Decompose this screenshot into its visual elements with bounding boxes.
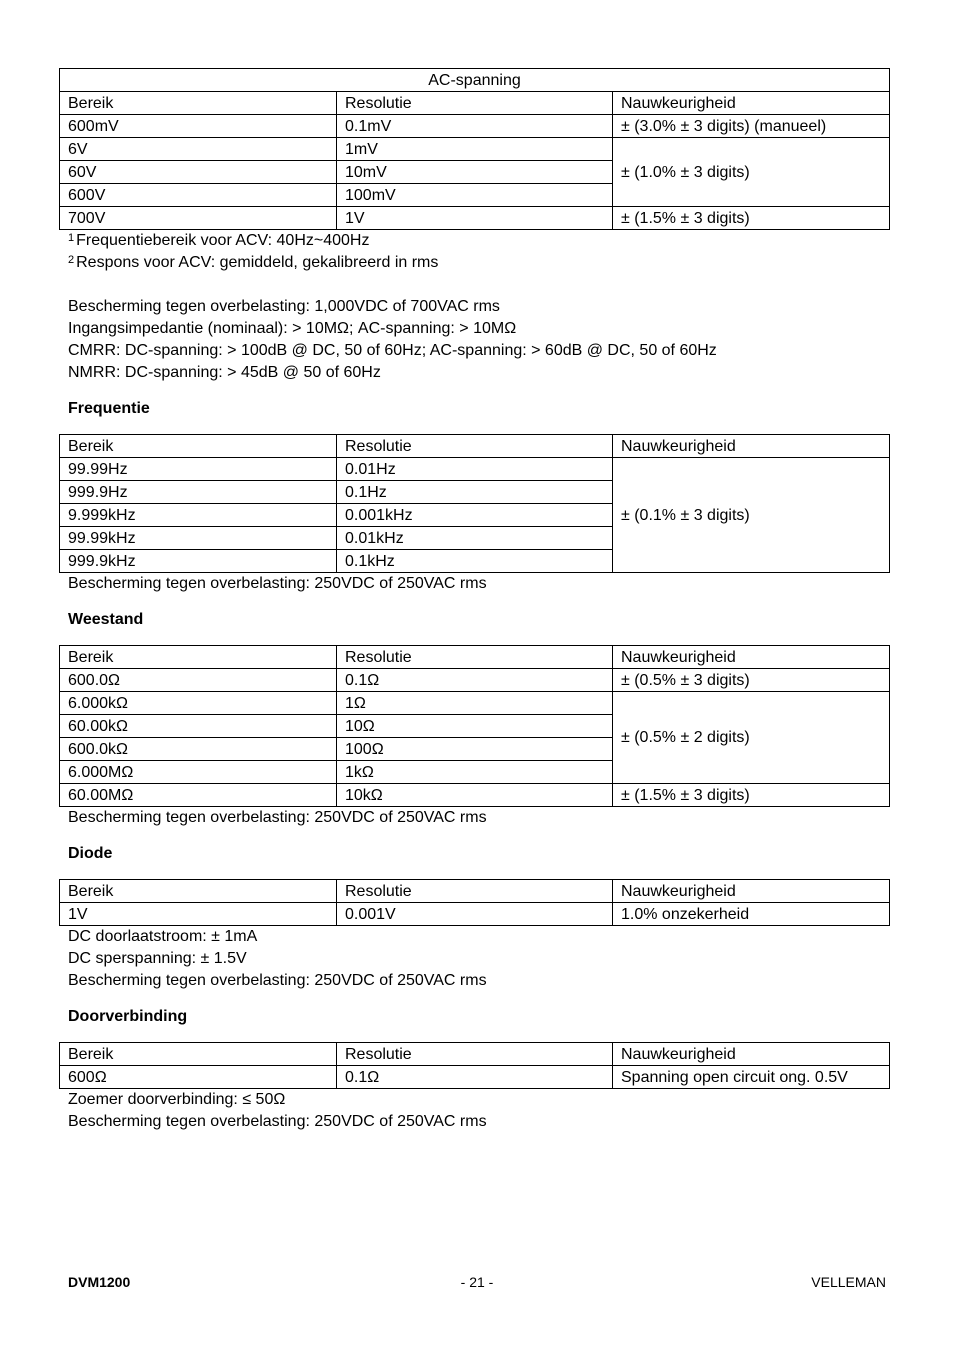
- footnote-text: Respons voor ACV: gemiddeld, gekalibreerd in rms: [76, 254, 439, 271]
- range-cell: 600V: [60, 184, 337, 207]
- range-cell: 600Ω: [60, 1066, 337, 1089]
- range-cell: 1V: [60, 903, 337, 926]
- table-header-row: [60, 435, 890, 458]
- spec-note: Bescherming tegen overbelasting: 250VDC of 250VAC rms: [68, 809, 487, 826]
- resolution-cell: 10kΩ: [337, 784, 613, 807]
- resolution-cell: 0.1Hz: [337, 481, 613, 504]
- header-cell: Resolutie: [337, 1043, 613, 1066]
- range-cell: 99.99kHz: [60, 527, 337, 550]
- resolution-cell: 0.001kHz: [337, 504, 613, 527]
- header-cell: Resolutie: [337, 435, 613, 458]
- header-cell: Nauwkeurigheid: [613, 880, 890, 903]
- footnote-number: 1: [68, 232, 75, 244]
- section-heading-diode: Diode: [68, 845, 113, 862]
- table-row: [60, 784, 890, 807]
- spec-note: Bescherming tegen overbelasting: 250VDC of 250VAC rms: [68, 972, 487, 989]
- footnote-number: 2: [68, 254, 75, 266]
- spec-note: Ingangsimpedantie (nominaal): > 10MΩ; AC-spanning: > 10MΩ: [68, 320, 517, 337]
- table-header-row: [60, 646, 890, 669]
- range-cell: 999.9Hz: [60, 481, 337, 504]
- header-cell: Bereik: [60, 880, 337, 903]
- spec-note: DC doorlaatstroom: ± 1mA: [68, 928, 258, 945]
- table-row: [60, 458, 890, 481]
- resolution-cell: 0.001V: [337, 903, 613, 926]
- footnote: [59, 252, 889, 274]
- spec-note: CMRR: DC-spanning: > 100dB @ DC, 50 of 60Hz; AC-spanning: > 60dB @ DC, 50 of 60Hz: [68, 342, 717, 359]
- resolution-cell: 0.1kHz: [337, 550, 613, 573]
- table-row: [60, 115, 890, 138]
- resolution-cell: 1Ω: [337, 692, 613, 715]
- range-cell: 6.000MΩ: [60, 761, 337, 784]
- table-row: [60, 903, 890, 926]
- page-number: - 21 -: [460, 1274, 494, 1290]
- accuracy-cell: ± (1.5% ± 3 digits): [613, 207, 890, 230]
- footer-brand: VELLEMAN: [811, 1274, 886, 1290]
- header-cell: Resolutie: [337, 880, 613, 903]
- resolution-cell: 100mV: [337, 184, 613, 207]
- table-caption: AC-spanning: [60, 69, 890, 92]
- accuracy-cell: ± (3.0% ± 3 digits) (manueel): [613, 115, 890, 138]
- table-header-row: [60, 92, 890, 115]
- header-cell: Nauwkeurigheid: [613, 646, 890, 669]
- spec-note: Bescherming tegen overbelasting: 250VDC of 250VAC rms: [68, 575, 487, 592]
- table-row: [60, 692, 890, 715]
- table-row: [60, 207, 890, 230]
- accuracy-cell: ± (0.1% ± 3 digits): [613, 458, 890, 573]
- footer-model: DVM1200: [68, 1274, 131, 1290]
- range-cell: 600.0kΩ: [60, 738, 337, 761]
- section-heading-frequency: Frequentie: [68, 400, 150, 417]
- range-cell: 700V: [60, 207, 337, 230]
- table-row: [60, 138, 890, 161]
- section-heading-resistance: Weestand: [68, 611, 144, 628]
- range-cell: 6.000kΩ: [60, 692, 337, 715]
- resolution-cell: 0.1Ω: [337, 1066, 613, 1089]
- footnote-text: Frequentiebereik voor ACV: 40Hz~400Hz: [76, 232, 370, 249]
- accuracy-cell: ± (0.5% ± 3 digits): [613, 669, 890, 692]
- accuracy-cell: ± (1.0% ± 3 digits): [613, 138, 890, 207]
- resistance-table: [59, 645, 890, 807]
- resolution-cell: 10mV: [337, 161, 613, 184]
- spec-note: NMRR: DC-spanning: > 45dB @ 50 of 60Hz: [68, 364, 381, 381]
- resolution-cell: 0.01kHz: [337, 527, 613, 550]
- resolution-cell: 1V: [337, 207, 613, 230]
- header-cell: Resolutie: [337, 646, 613, 669]
- header-cell: Nauwkeurigheid: [613, 435, 890, 458]
- header-cell: Bereik: [60, 1043, 337, 1066]
- spec-note: Bescherming tegen overbelasting: 250VDC of 250VAC rms: [68, 1113, 487, 1130]
- header-cell: Resolutie: [337, 92, 613, 115]
- header-cell: Bereik: [60, 92, 337, 115]
- range-cell: 999.9kHz: [60, 550, 337, 573]
- footnote: [59, 230, 889, 252]
- table-row: [60, 1066, 890, 1089]
- range-cell: 99.99Hz: [60, 458, 337, 481]
- range-cell: 600mV: [60, 115, 337, 138]
- resolution-cell: 0.01Hz: [337, 458, 613, 481]
- frequency-table: [59, 434, 890, 573]
- range-cell: 60.00MΩ: [60, 784, 337, 807]
- accuracy-cell: 1.0% onzekerheid: [613, 903, 890, 926]
- table-header-row: [60, 1043, 890, 1066]
- resolution-cell: 1kΩ: [337, 761, 613, 784]
- accuracy-cell: ± (1.5% ± 3 digits): [613, 784, 890, 807]
- resolution-cell: 0.1Ω: [337, 669, 613, 692]
- accuracy-cell: ± (0.5% ± 2 digits): [613, 692, 890, 784]
- header-cell: Nauwkeurigheid: [613, 92, 890, 115]
- page-content: [59, 68, 889, 1133]
- spec-note: DC sperspanning: ± 1.5V: [68, 950, 247, 967]
- table-header-row: [60, 880, 890, 903]
- resolution-cell: 0.1mV: [337, 115, 613, 138]
- continuity-table: [59, 1042, 890, 1089]
- accuracy-cell: Spanning open circuit ong. 0.5V: [613, 1066, 890, 1089]
- range-cell: 600.0Ω: [60, 669, 337, 692]
- range-cell: 6V: [60, 138, 337, 161]
- ac-voltage-table: [59, 68, 890, 230]
- range-cell: 60V: [60, 161, 337, 184]
- diode-table: [59, 879, 890, 926]
- resolution-cell: 100Ω: [337, 738, 613, 761]
- spec-note: Bescherming tegen overbelasting: 1,000VDC of 700VAC rms: [68, 298, 500, 315]
- resolution-cell: 1mV: [337, 138, 613, 161]
- range-cell: 9.999kHz: [60, 504, 337, 527]
- range-cell: 60.00kΩ: [60, 715, 337, 738]
- spec-note: Zoemer doorverbinding: ≤ 50Ω: [68, 1091, 286, 1108]
- header-cell: Bereik: [60, 435, 337, 458]
- header-cell: Bereik: [60, 646, 337, 669]
- table-row: [60, 669, 890, 692]
- header-cell: Nauwkeurigheid: [613, 1043, 890, 1066]
- resolution-cell: 10Ω: [337, 715, 613, 738]
- section-heading-continuity: Doorverbinding: [68, 1008, 188, 1025]
